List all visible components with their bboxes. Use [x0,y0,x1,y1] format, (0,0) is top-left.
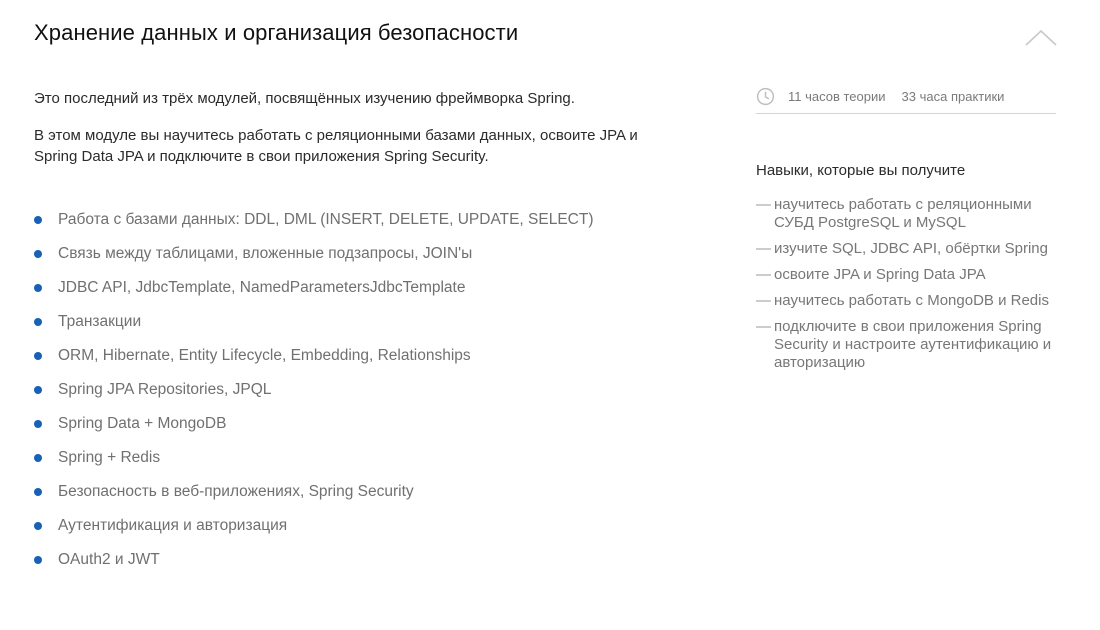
list-item: — подключите в свои приложения Spring Security и настроите аутентификацию и авторизацию [756,318,1052,371]
skills-list [756,196,1056,372]
duration-info [756,86,1056,114]
dash-icon: — [756,266,771,283]
list-item: Spring + Redis [34,447,714,481]
theory-hours: 11 часов теории [788,89,886,104]
dash-icon: — [756,196,771,213]
bullet-icon [34,216,42,224]
module-title: Хранение данных и организация безопасности [34,20,519,45]
list-item: Аутентификация и авторизация [34,515,714,549]
list-item: Работа с базами данных: DDL, DML (INSERT, DELETE, UPDATE, SELECT) [34,209,714,243]
list-item: Безопасность в веб-приложениях, Spring Security [34,481,714,515]
bullet-icon [34,352,42,360]
topics-list [34,209,714,583]
practice-hours: 33 часа практики [901,89,1005,104]
bullet-icon [34,454,42,462]
collapse-button[interactable] [1024,26,1058,48]
bullet-icon [34,488,42,496]
list-item: JDBC API, JdbcTemplate, NamedParametersJdbcTemplate [34,277,714,311]
skills-heading: Навыки, которые вы получите [756,162,966,179]
module-details: В этом модуле вы научитесь работать с реляционными базами данных, освоите JPA и Spring Data JPA и подключите в свои приложения Spring Security. [34,127,638,165]
bullet-icon [34,522,42,530]
list-item: — освоите JPA и Spring Data JPA [756,266,986,283]
dash-icon: — [756,318,771,335]
list-item: — научитесь работать с MongoDB и Redis [756,292,1049,309]
bullet-icon [34,250,42,258]
list-item: Транзакции [34,311,714,345]
bullet-icon [34,318,42,326]
list-item: Связь между таблицами, вложенные подзапросы, JOIN'ы [34,243,714,277]
module-description [34,88,694,167]
list-item: — изучите SQL, JDBC API, обёртки Spring [756,240,1048,257]
list-item: — научитесь работать с реляционными СУБД PostgreSQL и MySQL [756,196,1032,231]
module-sidebar [756,86,1056,380]
bullet-icon [34,556,42,564]
list-item: Spring JPA Repositories, JPQL [34,379,714,413]
bullet-icon [34,284,42,292]
dash-icon: — [756,240,771,257]
list-item: Spring Data + MongoDB [34,413,714,447]
bullet-icon [34,386,42,394]
module-intro: Это последний из трёх модулей, посвящённых изучению фреймворка Spring. [34,90,575,107]
list-item: OAuth2 и JWT [34,549,714,583]
chevron-up-icon [1024,26,1058,48]
bullet-icon [34,420,42,428]
list-item: ORM, Hibernate, Entity Lifecycle, Embedding, Relationships [34,345,714,379]
clock-icon [756,87,775,106]
dash-icon: — [756,292,771,309]
